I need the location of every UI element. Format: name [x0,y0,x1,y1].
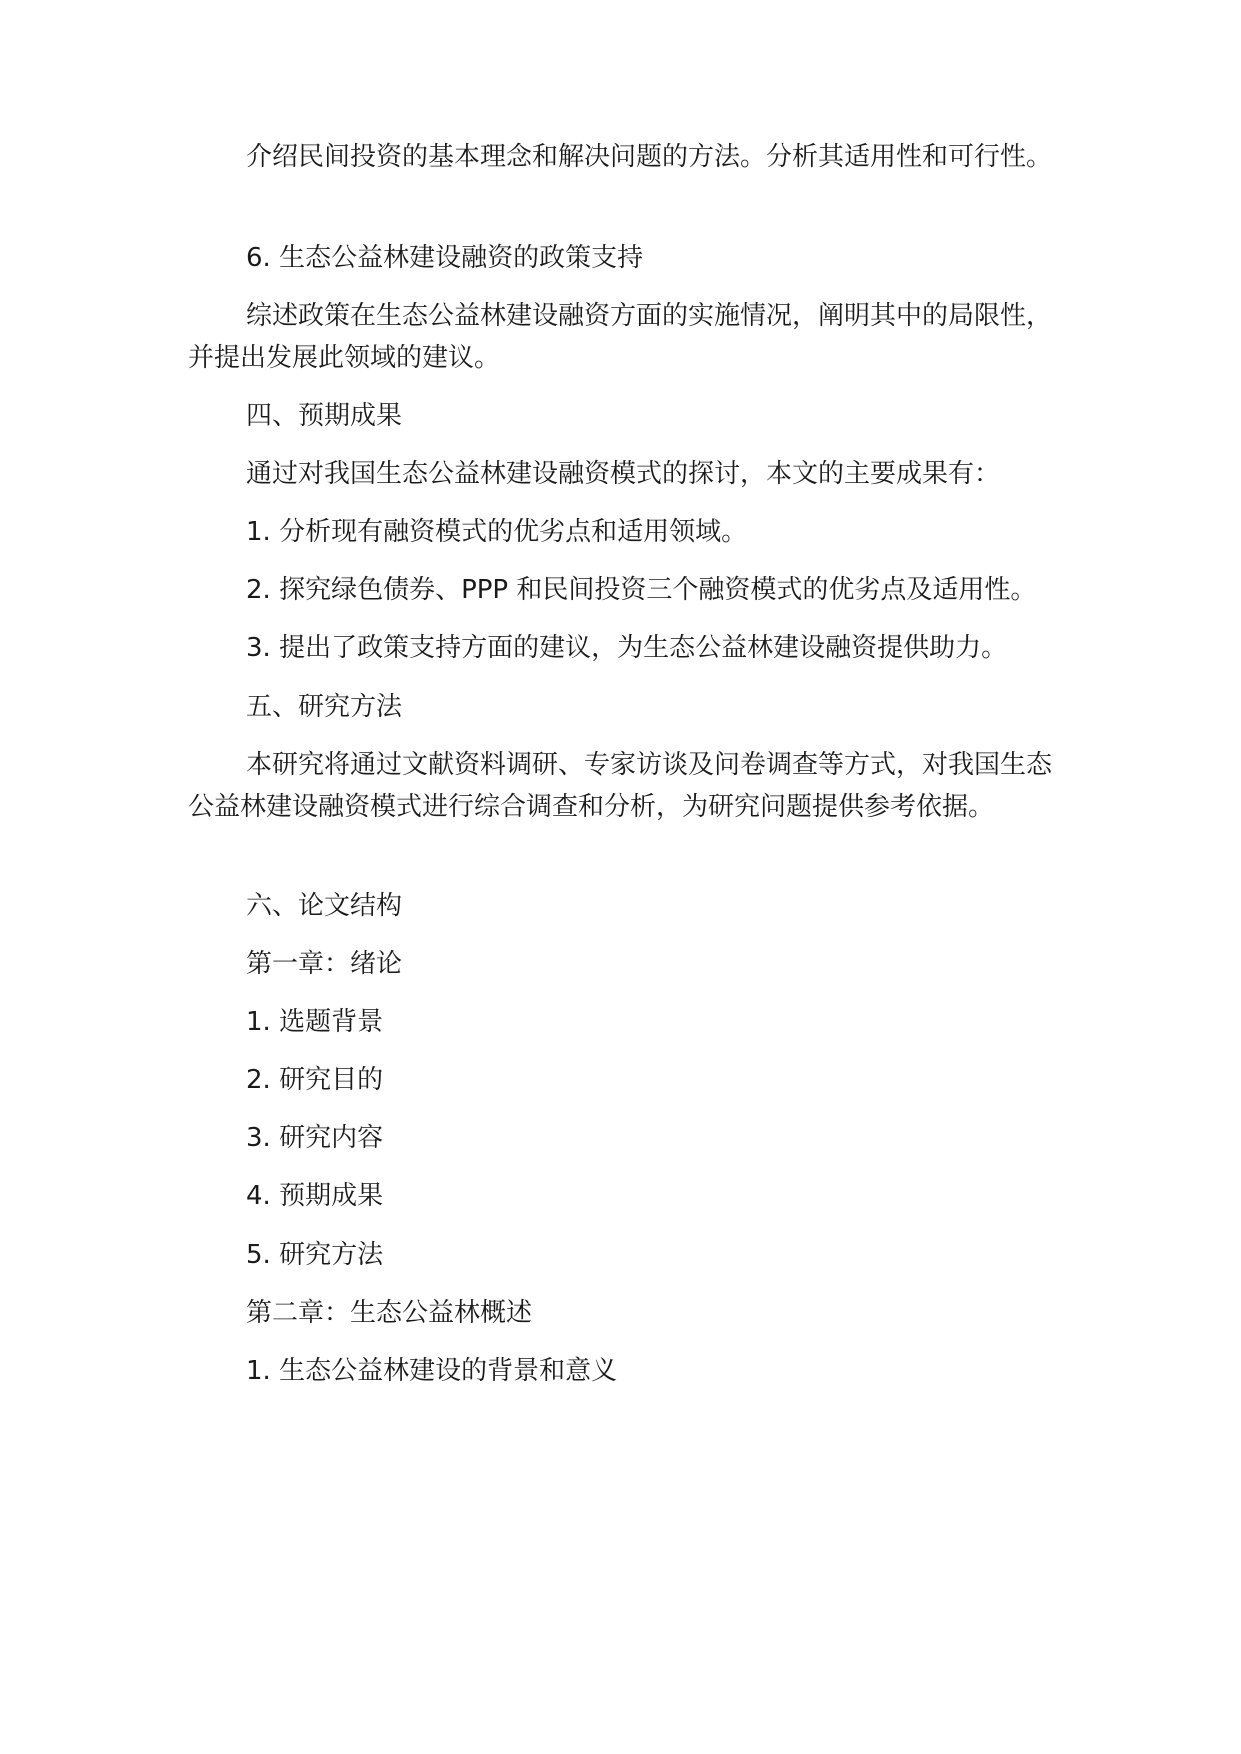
chapter-1-item-5: 5. 研究方法 [246,1240,384,1270]
paragraph-policy-review: 综述政策在生态公益林建设融资方面的实施情况，阐明其中的局限性，并提出发展此领域的建议。 [188,301,1053,373]
chapter-2-title: 第二章：生态公益林概述 [246,1298,533,1328]
heading-thesis-structure: 六、论文结构 [246,891,403,921]
paragraph-private-investment-intro: 介绍民间投资的基本理念和解决问题的方法。分析其适用性和可行性。 [246,142,1053,172]
list-item-result-2: 2. 探究绿色债券、PPP 和民间投资三个融资模式的优劣点及适用性。 [246,575,1037,605]
list-item-result-3: 3. 提出了政策支持方面的建议，为生态公益林建设融资提供助力。 [246,633,1008,663]
heading-expected-results: 四、预期成果 [246,401,403,431]
chapter-1-item-3: 3. 研究内容 [246,1123,384,1153]
paragraph-research-methods: 本研究将通过文献资料调研、专家访谈及问卷调查等方式，对我国生态公益林建设融资模式进行综合调查和分析，为研究问题提供参考依据。 [188,750,1053,822]
chapter-1-title: 第一章：绪论 [246,949,403,979]
heading-research-methods: 五、研究方法 [246,692,403,722]
list-item-result-1: 1. 分析现有融资模式的优劣点和适用领域。 [246,517,748,547]
chapter-1-item-2: 2. 研究目的 [246,1065,384,1095]
paragraph-main-results-intro: 通过对我国生态公益林建设融资模式的探讨，本文的主要成果有： [246,459,1001,489]
chapter-2-item-1: 1. 生态公益林建设的背景和意义 [246,1356,618,1386]
chapter-1-item-1: 1. 选题背景 [246,1007,384,1037]
heading-policy-support: 6. 生态公益林建设融资的政策支持 [246,243,644,273]
chapter-1-item-4: 4. 预期成果 [246,1181,384,1211]
